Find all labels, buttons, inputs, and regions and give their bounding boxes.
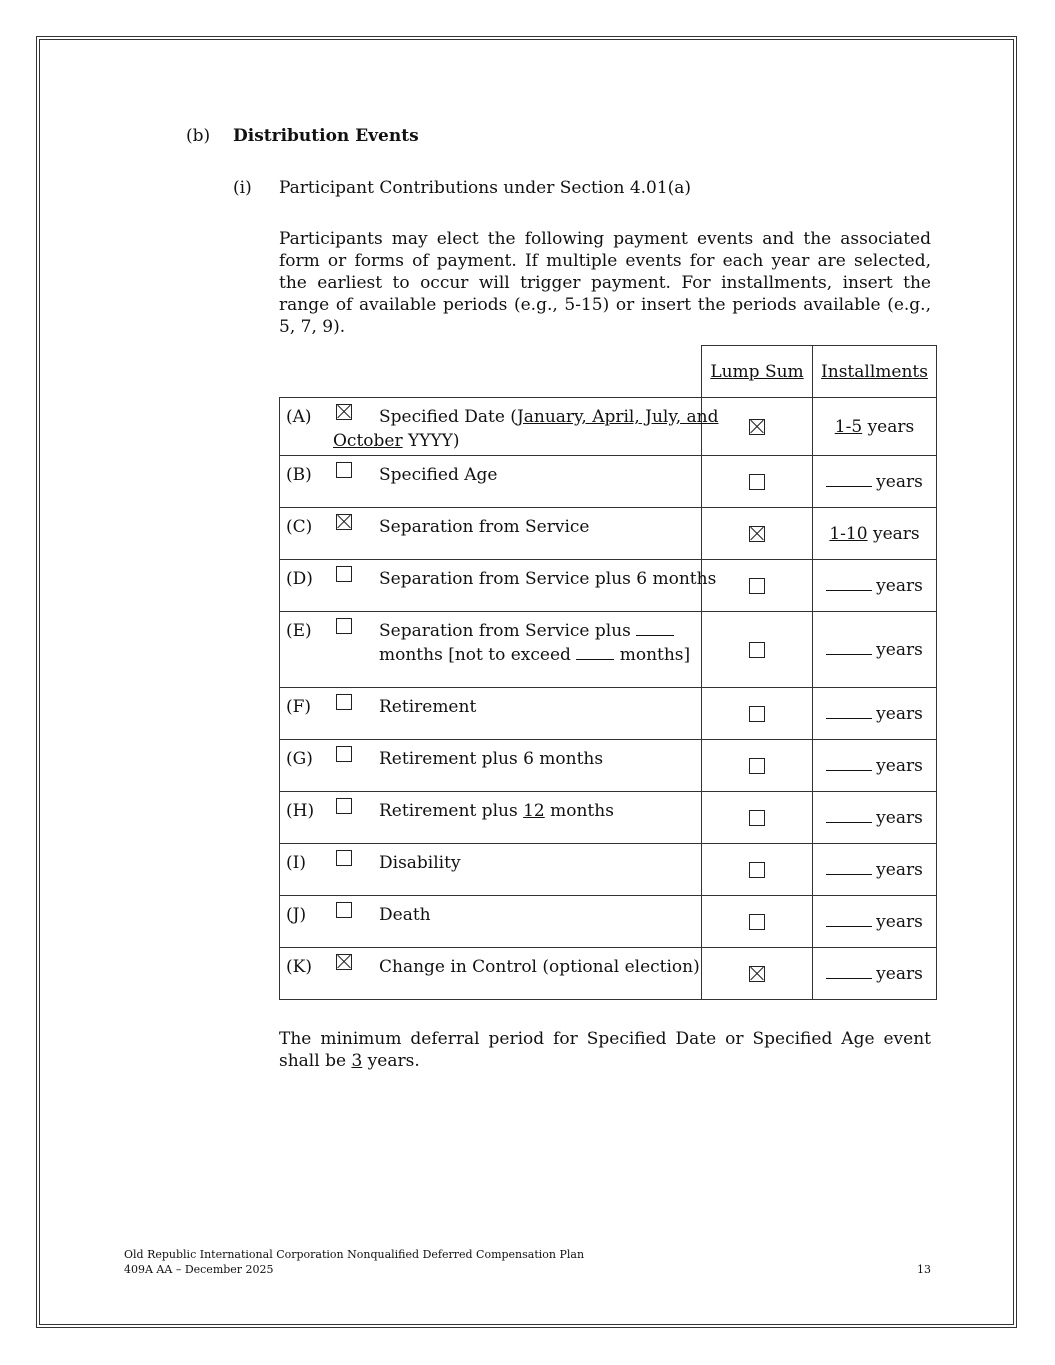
installments-cell: 1-10 years: [813, 508, 937, 560]
footer-plan-name: Old Republic International Corporation Nonqualified Deferred Compensation Plan: [124, 1248, 585, 1261]
minimum-deferral-paragraph: The minimum deferral period for Specified Date or Specified Age event shall be 3 years.: [279, 1029, 931, 1071]
event-label: (D): [286, 569, 313, 589]
event-checkbox[interactable]: [336, 746, 352, 762]
lump-sum-cell: [702, 508, 813, 560]
installments-blank[interactable]: [826, 756, 872, 771]
installments-cell: years: [813, 740, 937, 792]
installments-blank[interactable]: [826, 912, 872, 927]
event-description: Death: [379, 905, 431, 925]
event-label: (J): [286, 905, 307, 925]
installments-cell: years: [813, 792, 937, 844]
installments-cell: years: [813, 844, 937, 896]
lump-sum-checkbox[interactable]: [749, 862, 765, 878]
event-description: Separation from Service: [379, 517, 590, 537]
footer-page-number: 13: [917, 1263, 931, 1276]
lump-sum-checkbox[interactable]: [749, 966, 765, 982]
installments-cell: years: [813, 948, 937, 1000]
event-label: (G): [286, 749, 313, 769]
event-description: Specified Date (January, April, July, and: [379, 407, 719, 427]
lump-sum-checkbox[interactable]: [749, 914, 765, 930]
installments-value: 1-5: [834, 416, 863, 437]
event-checkbox[interactable]: [336, 404, 352, 420]
intro-paragraph: Participants may elect the following payment events and the associated form or forms of payment. If multiple events for each year are selected, the earliest to occur will trigger payment. For installments, insert the range of available periods (e.g., 5-15) or insert the periods available (e.g., 5, 7, 9).: [279, 229, 931, 337]
table-row: [280, 844, 937, 896]
section-b-marker: (b): [186, 126, 211, 146]
event-cell: [280, 792, 702, 844]
event-label: (B): [286, 465, 312, 485]
event-description-line2: months [not to exceed months]: [379, 645, 691, 665]
minimum-deferral-value: 3: [351, 1051, 363, 1071]
installments-header: Installments: [813, 346, 937, 398]
months-blank[interactable]: [636, 621, 674, 636]
lump-sum-cell: [702, 612, 813, 688]
installments-blank[interactable]: [826, 576, 872, 591]
event-cell: [280, 740, 702, 792]
lump-sum-header: Lump Sum: [702, 346, 813, 398]
event-description: Retirement: [379, 697, 477, 717]
lump-sum-cell: [702, 844, 813, 896]
lump-sum-cell: [702, 948, 813, 1000]
event-checkbox[interactable]: [336, 694, 352, 710]
installments-blank[interactable]: [826, 472, 872, 487]
installments-cell: years: [813, 612, 937, 688]
event-description-line2: October YYYY): [333, 431, 460, 451]
distribution-events-table: [279, 345, 937, 1000]
event-label: (H): [286, 801, 315, 821]
event-label: (I): [286, 853, 306, 873]
lump-sum-checkbox[interactable]: [749, 578, 765, 594]
event-checkbox[interactable]: [336, 798, 352, 814]
max-months-blank[interactable]: [576, 645, 614, 660]
lump-sum-cell: [702, 740, 813, 792]
event-cell: [280, 844, 702, 896]
event-label: (K): [286, 957, 312, 977]
table-row: [280, 612, 937, 688]
installments-blank[interactable]: [826, 704, 872, 719]
section-i-heading: Participant Contributions under Section 4.01(a): [279, 178, 692, 198]
event-cell: [280, 948, 702, 1000]
installments-blank[interactable]: [826, 860, 872, 875]
event-cell: [280, 456, 702, 508]
table-row: [280, 508, 937, 560]
event-description: Separation from Service plus: [379, 619, 674, 643]
event-label: (A): [286, 407, 312, 427]
lump-sum-checkbox[interactable]: [749, 474, 765, 490]
installments-cell: years: [813, 456, 937, 508]
event-cell: [280, 688, 702, 740]
footer-doc-id: 409A AA – December 2025: [124, 1263, 274, 1276]
event-checkbox[interactable]: [336, 514, 352, 530]
event-description: Disability: [379, 853, 461, 873]
installments-cell: years: [813, 688, 937, 740]
table-row: [280, 792, 937, 844]
table-row: [280, 560, 937, 612]
event-label: (F): [286, 697, 312, 717]
event-checkbox[interactable]: [336, 462, 352, 478]
table-row: [280, 740, 937, 792]
event-description: Specified Age: [379, 465, 498, 485]
installments-cell: 1-5 years: [813, 398, 937, 456]
lump-sum-checkbox[interactable]: [749, 419, 765, 435]
table-row: [280, 948, 937, 1000]
section-b-heading: Distribution Events: [233, 126, 419, 146]
installments-blank[interactable]: [826, 964, 872, 979]
lump-sum-checkbox[interactable]: [749, 526, 765, 542]
lump-sum-checkbox[interactable]: [749, 642, 765, 658]
event-label: (E): [286, 621, 312, 641]
installments-cell: years: [813, 560, 937, 612]
event-checkbox[interactable]: [336, 566, 352, 582]
event-description: Change in Control (optional election): [379, 957, 700, 977]
table-row: [280, 456, 937, 508]
installments-value: 1-10: [829, 523, 868, 544]
event-checkbox[interactable]: [336, 902, 352, 918]
lump-sum-cell: [702, 896, 813, 948]
event-checkbox[interactable]: [336, 850, 352, 866]
event-cell: [280, 612, 702, 688]
event-checkbox[interactable]: [336, 618, 352, 634]
event-cell: [280, 508, 702, 560]
event-cell: [280, 560, 717, 612]
lump-sum-checkbox[interactable]: [749, 758, 765, 774]
event-description: Retirement plus 6 months: [379, 749, 604, 769]
event-cell: [280, 896, 702, 948]
installments-cell: years: [813, 896, 937, 948]
lump-sum-cell: [702, 560, 813, 612]
event-label: (C): [286, 517, 313, 537]
event-description: Retirement plus 12 months: [379, 801, 614, 821]
lump-sum-cell: [702, 792, 813, 844]
lump-sum-cell: [702, 688, 813, 740]
table-row: [280, 896, 937, 948]
event-description: Separation from Service plus 6 months: [379, 569, 717, 589]
section-i-marker: (i): [233, 178, 252, 198]
event-checkbox[interactable]: [336, 954, 352, 970]
lump-sum-cell: [702, 456, 813, 508]
lump-sum-checkbox[interactable]: [749, 810, 765, 826]
event-cell: [280, 398, 719, 456]
installments-blank[interactable]: [826, 808, 872, 823]
lump-sum-checkbox[interactable]: [749, 706, 765, 722]
installments-blank[interactable]: [826, 640, 872, 655]
table-row: [280, 398, 937, 456]
table-row: [280, 688, 937, 740]
